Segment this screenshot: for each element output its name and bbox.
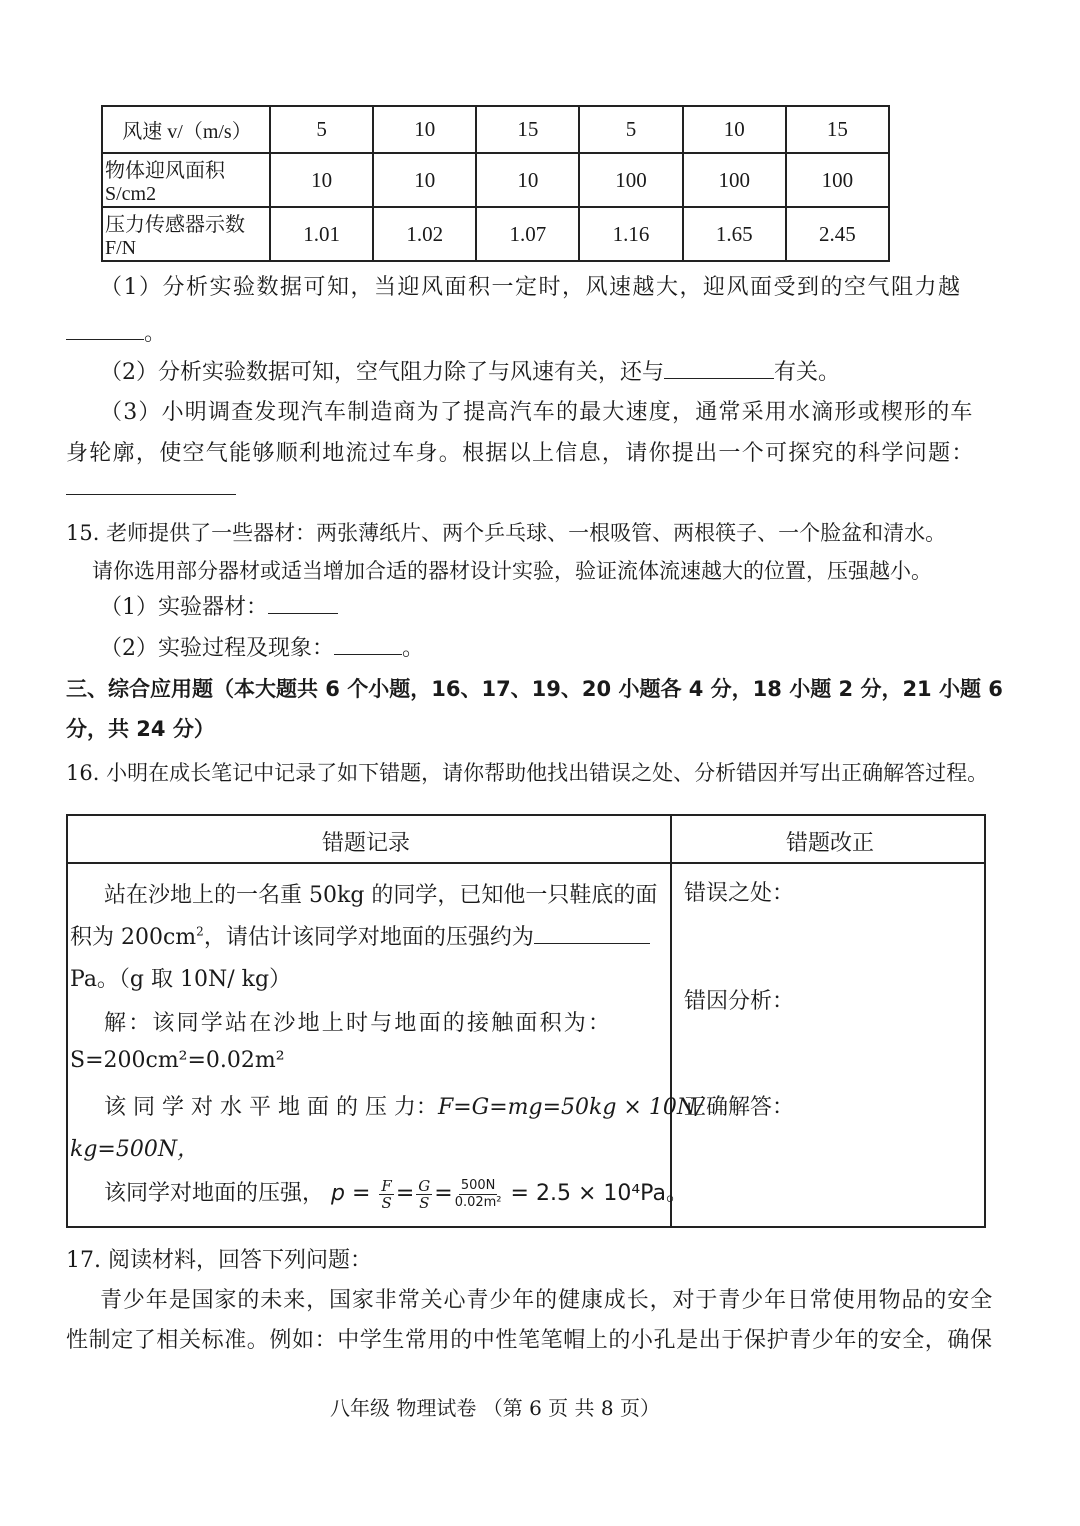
column-divider xyxy=(670,816,672,1226)
table-cell: 10 xyxy=(476,153,579,207)
table-cell: 1.01 xyxy=(270,207,373,261)
table-cell: 15 xyxy=(476,106,579,153)
denominator: S xyxy=(381,1193,392,1212)
q15-line2: 请你选用部分器材或适当增加合适的器材设计实验，验证流体流速越大的位置，压强越小。 xyxy=(92,559,932,583)
pressure-result: = 2.5 × 10⁴Pa。 xyxy=(510,1181,688,1206)
table-cell: 15 xyxy=(786,106,889,153)
q15-item1 xyxy=(100,590,338,621)
table-cell: 10 xyxy=(373,106,476,153)
punct: 。 xyxy=(144,321,167,346)
record-text: 积为 200cm xyxy=(70,925,197,950)
page-footer: 八年级 物理试卷 （第 6 页 共 8 页） xyxy=(330,1396,660,1420)
q14-part3-answer xyxy=(66,476,236,501)
table-cell: 10 xyxy=(683,106,786,153)
answer-blank[interactable] xyxy=(66,339,144,340)
table-cell: 100 xyxy=(683,153,786,207)
table-cell: 100 xyxy=(786,153,889,207)
record-line-5: S=200cm²=0.02m² xyxy=(70,1048,285,1073)
numerator: F xyxy=(381,1176,392,1195)
answer-blank[interactable] xyxy=(334,654,402,655)
header-divider xyxy=(68,862,984,864)
q15-line1: 15. 老师提供了一些器材：两张薄纸片、两个乒乓球、一根吸管、两根筷子、一个脸盆和清水。 xyxy=(66,521,947,545)
numerator: G xyxy=(418,1176,431,1195)
record-line-7: kg=500N， xyxy=(70,1137,200,1162)
fraction-value xyxy=(455,1178,502,1211)
table-cell: 1.02 xyxy=(373,207,476,261)
record-line-6 xyxy=(104,1090,704,1121)
q15-item2-label: （2）实验过程及现象： xyxy=(100,636,334,661)
table-cell: 100 xyxy=(579,153,682,207)
denominator: 0.02m² xyxy=(454,1194,502,1210)
section3-heading-line1: 三、综合应用题（本大题共 6 个小题，16、17、19、20 小题各 4 分，18 小题 2 分，21 小题 6 xyxy=(66,677,1003,701)
table-row xyxy=(102,207,889,261)
record-text: ，请估计该同学对地面的压强约为 xyxy=(203,925,534,950)
table-cell: 10 xyxy=(270,153,373,207)
table-row xyxy=(102,153,889,207)
record-line-3: Pa。（g 取 10N/ kg） xyxy=(70,967,292,992)
pressure-symbol: p = xyxy=(331,1181,371,1206)
q17-line1: 青少年是国家的未来，国家非常关心青少年的健康成长，对于青少年日常使用物品的安全 xyxy=(100,1288,994,1313)
table-cell: 5 xyxy=(579,106,682,153)
record-line-4: 解：该同学站在沙地上时与地面的接触面积为： xyxy=(104,1011,613,1036)
denominator: S xyxy=(419,1193,430,1212)
answer-blank[interactable] xyxy=(66,494,236,495)
q14-part3-line2: 身轮廓，使空气能够顺利地流过车身。根据以上信息，请你提出一个可探究的科学问题： xyxy=(66,441,975,466)
table-header-left: 错题记录 xyxy=(322,831,411,856)
record-line-8: 该同学对地面的压强， p = $\frac{F}{S}$ = $\frac{G}{S}$ = $\frac{500N}{\text{0.02m²}}$ = 2.5 × 10⁴Pa。 xyxy=(104,1176,688,1212)
correction-error-location: 错误之处： xyxy=(684,881,795,906)
q14-part1: （1）分析实验数据可知，当迎风面积一定时，风速越大，迎风面受到的空气阻力越 xyxy=(100,275,962,300)
q14-part1-answer xyxy=(66,316,166,347)
answer-blank[interactable] xyxy=(268,613,338,614)
section3-heading-line2: 分，共 24 分） xyxy=(66,717,215,741)
table-cell: 10 xyxy=(373,153,476,207)
table-cell: 1.65 xyxy=(683,207,786,261)
q17-title: 17. 阅读材料，回答下列问题： xyxy=(66,1248,372,1273)
table-row xyxy=(102,106,889,153)
q15-item2 xyxy=(100,631,424,662)
q14-part3-line1: （3）小明调查发现汽车制造商为了提高汽车的最大速度，通常采用水滴形或楔形的车 xyxy=(100,400,974,425)
record-line-1: 站在沙地上的一名重 50kg 的同学，已知他一只鞋底的面 xyxy=(104,883,658,908)
correction-error-analysis: 错因分析： xyxy=(684,989,795,1014)
table-cell: 5 xyxy=(270,106,373,153)
q14-part2-text: （2）分析实验数据可知，空气阻力除了与风速有关，还与 xyxy=(100,360,664,385)
row-header: 物体迎风面积 S/cm2 xyxy=(102,153,270,207)
q15-item1-label: （1）实验器材： xyxy=(100,595,268,620)
q14-part2 xyxy=(100,355,840,386)
answer-blank[interactable] xyxy=(664,378,774,379)
row-header: 压力传感器示数 F/N xyxy=(102,207,270,261)
error-correction-table xyxy=(66,814,986,1228)
numerator: 500N xyxy=(460,1177,496,1193)
table-cell: 1.16 xyxy=(579,207,682,261)
q17-line2: 性制定了相关标准。例如：中学生常用的中性笔笔帽上的小孔是出于保护青少年的安全，确保 xyxy=(66,1328,993,1353)
record-line-2: 积为 $200cm^2$，请估计该同学对地面的压强约为 xyxy=(70,920,650,951)
correction-correct-answer: 正确解答： xyxy=(684,1095,795,1120)
wind-data-table xyxy=(101,105,890,262)
answer-blank[interactable] xyxy=(534,943,650,944)
table-cell: 2.45 xyxy=(786,207,889,261)
fraction-f-over-s xyxy=(379,1178,393,1211)
record-formula: F=G=mg=50kg × 10N/ xyxy=(437,1095,704,1120)
table-cell: 1.07 xyxy=(476,207,579,261)
q16-intro: 16. 小明在成长笔记中记录了如下错题，请你帮助他找出错误之处、分析错因并写出正确解答过程。 xyxy=(66,761,989,785)
table-header-right: 错题改正 xyxy=(786,831,875,856)
record-text: 该 同 学 对 水 平 地 面 的 压 力： xyxy=(104,1095,438,1120)
punct: 。 xyxy=(402,636,425,661)
fraction-g-over-s xyxy=(416,1178,432,1211)
row-header: 风速 v/（m/s） xyxy=(102,106,270,153)
q14-part2-end: 有关。 xyxy=(774,360,841,385)
record-text: 该同学对地面的压强， xyxy=(104,1181,325,1206)
